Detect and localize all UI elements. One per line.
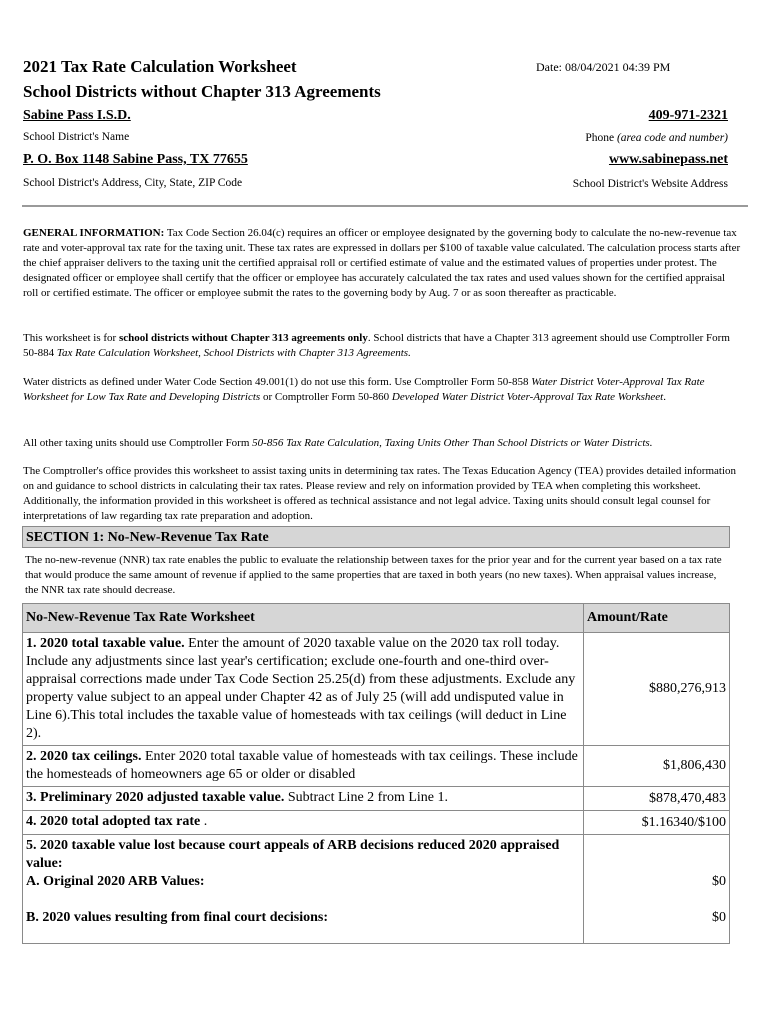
table-row xyxy=(23,787,730,811)
worksheet-scope-paragraph: This worksheet is for school districts without Chapter 313 agreements only. School districts that have a Chapter 313 agreement should use Comptroller Form 50-884 Tax Rate Calculation Worksheet, School Districts with Chapter 313 Agreements. xyxy=(23,332,730,359)
address-label: School District's Address, City, State, ZIP Code xyxy=(23,177,243,189)
district-name: Sabine Pass I.S.D. xyxy=(23,108,131,123)
table-row xyxy=(23,746,730,787)
column-header-amount: Amount/Rate xyxy=(584,604,730,633)
water-districts-paragraph: Water districts as defined under Water Code Section 49.001(1) do not use this form. Use Comptroller Form 50-858 Water District Voter-Approval Tax Rate Worksheet for Low Tax Rate and Developing Districts or Comptroller Form 50-860 Developed Water District Voter-Approval Tax Rate Worksheet. xyxy=(23,376,705,403)
line-1-description: 1. 2020 total taxable value. Enter the amount of 2020 taxable value on the 2020 tax roll today. Include any adjustments since last year's certification; exclude one-fourth and one-third over-appraisal corrections made under Tax Code Section 25.25(d) from these adjustments. Exclude any property value subject to an appeal under Chapter 42 as of July 25 (will add undisputed value in Line 6).This total includes the taxable value of homesteads with tax ceilings (will deduct in Line 2). xyxy=(23,633,584,746)
header-divider xyxy=(22,205,748,207)
line-3-amount: $878,470,483 xyxy=(584,787,730,811)
line-5-amounts xyxy=(584,835,730,944)
phone-label: Phone (area code and number) xyxy=(585,132,728,144)
line-2-amount: $1,806,430 xyxy=(584,746,730,787)
website-label: School District's Website Address xyxy=(572,178,728,190)
line-1-amount: $880,276,913 xyxy=(584,633,730,746)
general-information: GENERAL INFORMATION: Tax Code Section 26.04(c) requires an officer or employee designated by the governing body to calculate the no-new-revenue tax rate and voter-approval tax rate for the taxing unit. These tax rates are expressed in dollars per $100 of taxable value calculated. The calculation process starts after the chief appraiser delivers to the taxing unit the certified appraisal roll or certified estimate of value and the estimated values of properties under protest. The designated officer or employee shall certify that the officer or employee has accurately calculated the tax rates and used values shown for the certified appraisal roll or certified estimate. The officer or employee submit the rates to the governing body by Aug. 7 or as soon thereafter as practicable. xyxy=(23,227,741,299)
district-website[interactable]: www.sabinepass.net xyxy=(608,152,728,167)
table-row xyxy=(23,633,730,746)
line-4-amount: $1.16340/$100 xyxy=(584,811,730,835)
page-subtitle: School Districts without Chapter 313 Agreements xyxy=(23,82,381,101)
line-5-description: 5. 2020 taxable value lost because court appeals of ARB decisions reduced 2020 appraised value: A. Original 2020 ARB Values: B. 2020 values resulting from final court decisions: xyxy=(23,835,584,944)
page-title: 2021 Tax Rate Calculation Worksheet xyxy=(23,57,297,76)
table-header-row xyxy=(23,604,730,633)
section-1-header: SECTION 1: No-New-Revenue Tax Rate xyxy=(22,526,730,548)
line-2-description: 2. 2020 tax ceilings. Enter 2020 total taxable value of homesteads with tax ceilings. These include the homesteads of homeowners age 65 or older or disabled xyxy=(23,746,584,787)
district-phone: 409-971-2321 xyxy=(648,108,728,123)
column-header-label: No-New-Revenue Tax Rate Worksheet xyxy=(23,604,584,633)
line-3-description: 3. Preliminary 2020 adjusted taxable value. Subtract Line 2 from Line 1. xyxy=(23,787,584,811)
line-5b-amount: $0 xyxy=(712,910,726,925)
other-units-paragraph: All other taxing units should use Comptroller Form 50-856 Tax Rate Calculation, Taxing Units Other Than School Districts or Water Districts. xyxy=(23,437,653,449)
table-row xyxy=(23,811,730,835)
comptroller-paragraph: The Comptroller's office provides this worksheet to assist taxing units in determining tax rates. The Texas Education Agency (TEA) provides detailed information on and guidance to school districts in calculating their tax rates. Please review and rely on information provided by TEA when completing this worksheet. Additionally, the information provided in this worksheet is offered as technical assistance and not legal advice. Taxing units should consult legal counsel for interpretations of law regarding tax rate preparation and adoption. xyxy=(23,465,736,522)
line-5a-amount: $0 xyxy=(712,874,726,889)
district-name-label: School District's Name xyxy=(23,131,130,143)
nnr-worksheet-table xyxy=(22,603,730,944)
line-4-description: 4. 2020 total adopted tax rate . xyxy=(23,811,584,835)
table-row xyxy=(23,835,730,944)
date-stamp: Date: 08/04/2021 04:39 PM xyxy=(536,60,671,74)
section-1-description: The no-new-revenue (NNR) tax rate enables the public to evaluate the relationship between taxes for the prior year and for the current year based on a tax rate that would produce the same amount of revenue if applied to the same properties that are taxed in both years (no new taxes). When appraisal values increase, the NNR tax rate should decrease. xyxy=(25,554,722,596)
district-address: P. O. Box 1148 Sabine Pass, TX 77655 xyxy=(23,152,248,167)
